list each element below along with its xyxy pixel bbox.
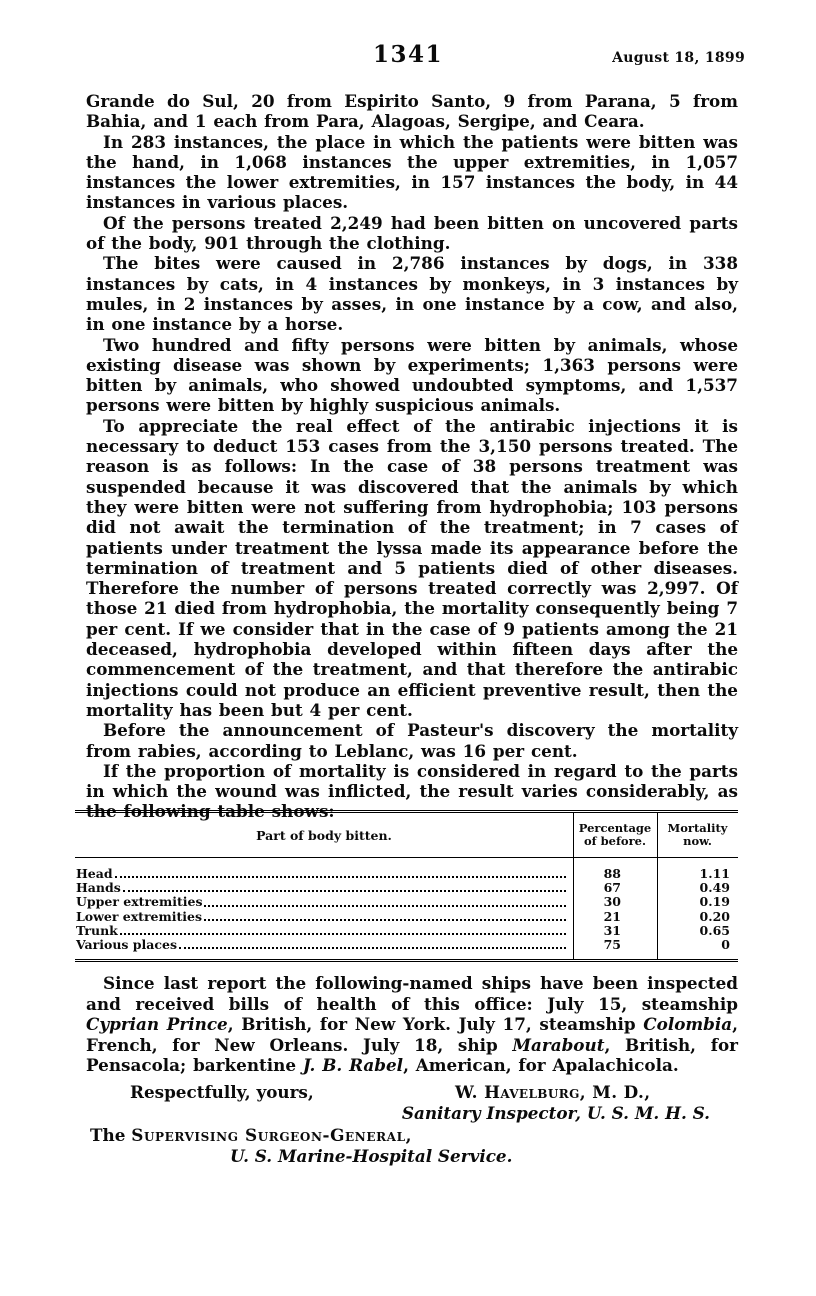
body-paragraph: To appreciate the real effect of the antirabic injections it is necessary to deduct 153 cases from the 3,150 persons treated. The reason is as follows: In the case of 38 persons treatment was suspended because it was discovered that the animals by which they were bitten were not suffering from hydrophobia; 103 persons did not await the termination of the treatment; in 7 cases of patients under treatment the lyssa made its appearance before the termination of treatment and 5 patients died of other diseases. Therefore the number of persons treated correctly was 2,997. Of those 21 died from hydrophobia, the mortality consequently being 7 per cent. If we consider that in the case of 9 patients among the 21 deceased, hydrophobia developed within fifteen days after the commencement of the treatment, and that therefore the antirabic injections could not produce an efficient preventive result, then the mortality has been but 4 per cent. — [86, 415, 738, 720]
table-column-divider — [657, 813, 658, 959]
body-paragraph: If the proportion of mortality is considered in regard to the parts in which the wound was inflicted, the result varies considerably, as the following table shows: — [86, 760, 738, 822]
table-row — [75, 910, 738, 924]
table-header-row — [75, 813, 738, 858]
signer-name: W. Havelburg, M. D., — [455, 1082, 651, 1102]
table-row — [75, 881, 738, 895]
signature-salutation: Respectfully, yours, — [130, 1082, 314, 1102]
page-number: 1341 — [372, 41, 443, 68]
ship-name: Cyprian Prince — [86, 1014, 228, 1035]
row-label: Trunk — [76, 922, 118, 938]
row-percentage: 75 — [603, 937, 621, 953]
signature-line — [86, 1082, 738, 1102]
dot-leader — [115, 876, 566, 878]
row-label: Upper extremities — [76, 894, 203, 910]
table-header-mortality: Mortality now. — [667, 821, 728, 848]
table-column-divider — [573, 813, 574, 959]
row-mortality: 0.65 — [699, 922, 730, 938]
ships-text-segment: Since last report the following-named ships have been inspected and received bills of health of this office: July 15, steamship — [86, 973, 738, 1014]
body-paragraph: Of the persons treated 2,249 had been bitten on uncovered parts of the body, 901 through the clothing. — [86, 212, 738, 254]
row-mortality: 0 — [721, 937, 730, 953]
ship-name: Marabout — [512, 1034, 605, 1055]
row-percentage: 67 — [603, 880, 621, 896]
body-paragraph: In 283 instances, the place in which the patients were bitten was the hand, in 1,068 instances the upper extremities, in 1,057 instances the lower extremities, in 157 instances the body, in 44 instances in various places. — [86, 131, 738, 213]
row-label: Lower extremities — [76, 908, 202, 924]
body-paragraph: Before the announcement of Pasteur's discovery the mortality from rabies, according to Leblanc, was 16 per cent. — [86, 720, 738, 761]
dot-leader — [123, 890, 566, 892]
table-row — [75, 895, 738, 909]
table-row — [75, 867, 738, 881]
ships-text-segment: , British, for New York. July 17, steamship — [227, 1014, 644, 1035]
dot-leader — [179, 947, 566, 949]
row-mortality: 0.49 — [699, 880, 730, 896]
addressee-org: U. S. Marine-Hospital Service. — [230, 1146, 513, 1166]
addressee-name: Supervising Surgeon-General, — [131, 1125, 413, 1145]
ship-name: J. B. Rabel — [302, 1055, 404, 1076]
body-paragraph: Grande do Sul, 20 from Espirito Santo, 9 from Parana, 5 from Bahia, and 1 each from Para, Alagoas, Sergipe, and Ceara. — [86, 91, 738, 132]
table-header-part: Part of body bitten. — [256, 827, 392, 843]
dot-leader — [120, 933, 566, 935]
ship-name: Colombia — [643, 1014, 733, 1035]
ships-paragraph-text — [86, 973, 738, 1076]
ships-paragraph — [86, 973, 738, 1076]
table-row — [75, 938, 738, 952]
body-paragraph: Two hundred and fifty persons were bitten by animals, whose existing disease was shown by experiments; 1,363 persons were bitten by animals, who showed undoubted symptoms, and 1,537 persons were bitten by highly suspicious animals. — [86, 334, 738, 416]
body-text-column — [86, 91, 738, 822]
addressee-prefix: The — [90, 1125, 126, 1145]
row-label: Head — [76, 866, 113, 881]
table-row — [75, 924, 738, 938]
table-header-percentage: Percentage of before. — [578, 821, 652, 848]
ships-text-segment: , French, for New Orleans. July 18, ship — [86, 1014, 738, 1055]
row-mortality: 1.11 — [699, 866, 730, 881]
addressee-line — [86, 1125, 738, 1145]
row-percentage: 30 — [603, 894, 621, 910]
row-label: Hands — [76, 880, 121, 896]
mortality-table — [75, 810, 738, 962]
table-body — [75, 858, 738, 959]
dot-leader — [204, 905, 566, 907]
row-percentage: 88 — [603, 866, 621, 881]
row-mortality: 0.19 — [699, 894, 730, 910]
row-label: Various places — [76, 937, 177, 953]
ships-text-segment: , British, for Pensacola; barkentine — [86, 1034, 738, 1076]
row-percentage: 31 — [603, 922, 621, 938]
signer-title: Sanitary Inspector, U. S. M. H. S. — [401, 1103, 710, 1123]
ships-text-segment: , American, for Apalachicola. — [403, 1055, 679, 1076]
body-paragraph: The bites were caused in 2,786 instances by dogs, in 338 instances by cats, in 4 instances by monkeys, in 3 instances by mules, in 2 instances by asses, in one instance by a cow, and also, in one instance by a horse. — [86, 253, 738, 335]
row-mortality: 0.20 — [699, 908, 730, 924]
dot-leader — [204, 919, 566, 921]
issue-date: August 18, 1899 — [612, 50, 745, 66]
row-percentage: 21 — [603, 908, 621, 924]
